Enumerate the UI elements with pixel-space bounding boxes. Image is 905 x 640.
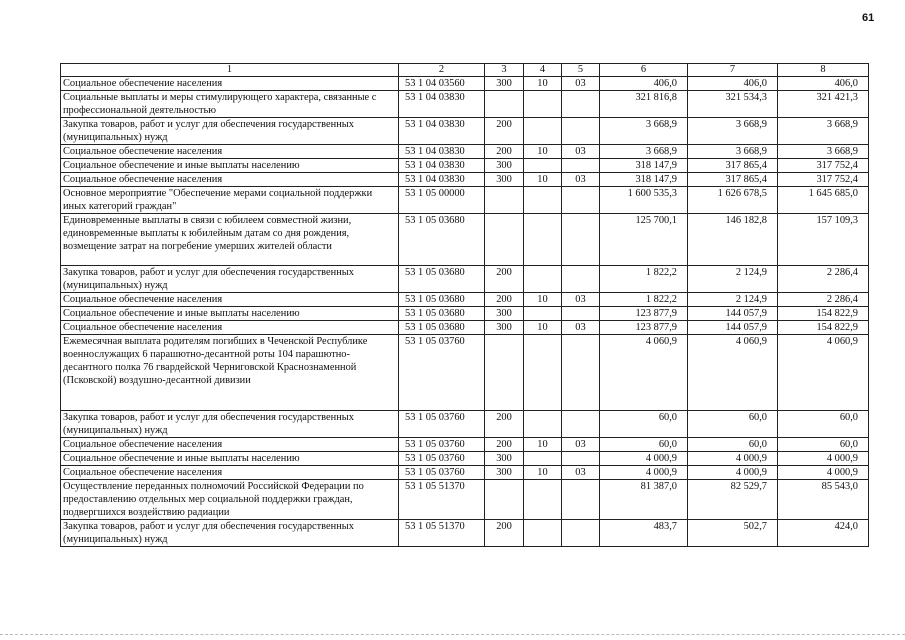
row-name: Социальное обеспечение населения [61, 466, 399, 480]
row-value-1: 483,7 [600, 520, 688, 547]
row-code: 53 1 04 03830 [399, 145, 485, 159]
row-rz [524, 452, 562, 466]
row-value-3: 2 286,4 [778, 293, 869, 307]
row-code: 53 1 05 03760 [399, 452, 485, 466]
row-vr: 300 [485, 307, 524, 321]
row-rz [524, 335, 562, 411]
row-value-3: 424,0 [778, 520, 869, 547]
row-code: 53 1 05 00000 [399, 187, 485, 214]
row-code: 53 1 05 51370 [399, 480, 485, 520]
row-pr: 03 [562, 438, 600, 452]
table-row [61, 480, 869, 520]
row-pr [562, 266, 600, 293]
row-value-1: 406,0 [600, 77, 688, 91]
row-value-2: 3 668,9 [688, 118, 778, 145]
row-value-1: 321 816,8 [600, 91, 688, 118]
row-pr [562, 159, 600, 173]
row-name: Социальное обеспечение и иные выплаты населению [61, 452, 399, 466]
row-value-1: 318 147,9 [600, 159, 688, 173]
row-value-1: 123 877,9 [600, 307, 688, 321]
row-value-3: 3 668,9 [778, 145, 869, 159]
row-vr: 300 [485, 466, 524, 480]
row-name: Социальное обеспечение населения [61, 438, 399, 452]
header-cell: 2 [399, 64, 485, 77]
row-value-2: 60,0 [688, 438, 778, 452]
table-row [61, 159, 869, 173]
row-pr [562, 480, 600, 520]
row-code: 53 1 05 03760 [399, 466, 485, 480]
row-value-2: 4 000,9 [688, 466, 778, 480]
row-pr: 03 [562, 173, 600, 187]
row-vr: 200 [485, 520, 524, 547]
row-code: 53 1 04 03830 [399, 118, 485, 145]
table-row [61, 173, 869, 187]
row-vr [485, 480, 524, 520]
row-rz [524, 480, 562, 520]
page-edge-line [0, 634, 905, 636]
row-pr [562, 118, 600, 145]
row-vr: 300 [485, 159, 524, 173]
row-value-1: 3 668,9 [600, 145, 688, 159]
row-value-2: 60,0 [688, 411, 778, 438]
row-rz: 10 [524, 145, 562, 159]
row-value-1: 1 600 535,3 [600, 187, 688, 214]
row-value-3: 317 752,4 [778, 159, 869, 173]
table-row [61, 145, 869, 159]
row-vr: 200 [485, 438, 524, 452]
row-value-2: 406,0 [688, 77, 778, 91]
row-pr: 03 [562, 145, 600, 159]
table-row [61, 91, 869, 118]
row-name: Закупка товаров, работ и услуг для обеспечения государственных (муниципальных) нужд [61, 411, 399, 438]
header-cell: 5 [562, 64, 600, 77]
row-code: 53 1 05 03760 [399, 438, 485, 452]
table-row [61, 77, 869, 91]
table-row [61, 452, 869, 466]
row-value-1: 60,0 [600, 438, 688, 452]
row-name: Социальное обеспечение населения [61, 77, 399, 91]
row-code: 53 1 04 03830 [399, 159, 485, 173]
row-vr [485, 187, 524, 214]
table-row [61, 307, 869, 321]
row-value-2: 144 057,9 [688, 307, 778, 321]
row-value-1: 4 000,9 [600, 466, 688, 480]
row-value-2: 321 534,3 [688, 91, 778, 118]
row-value-3: 3 668,9 [778, 118, 869, 145]
row-code: 53 1 05 03680 [399, 293, 485, 307]
row-pr [562, 520, 600, 547]
row-code: 53 1 05 03680 [399, 266, 485, 293]
row-code: 53 1 05 03760 [399, 411, 485, 438]
row-value-3: 4 000,9 [778, 452, 869, 466]
row-value-3: 406,0 [778, 77, 869, 91]
row-vr [485, 214, 524, 266]
row-name: Социальное обеспечение и иные выплаты населению [61, 159, 399, 173]
row-value-3: 4 060,9 [778, 335, 869, 411]
row-value-3: 317 752,4 [778, 173, 869, 187]
row-value-1: 4 000,9 [600, 452, 688, 466]
row-name: Осуществление переданных полномочий Российской Федерации по предоставлению отдельных мер социальной поддержки граждан, подвергшихся воздействию радиации [61, 480, 399, 520]
row-vr: 300 [485, 321, 524, 335]
row-rz: 10 [524, 293, 562, 307]
row-name: Социальное обеспечение населения [61, 293, 399, 307]
header-cell: 7 [688, 64, 778, 77]
row-rz: 10 [524, 321, 562, 335]
row-vr: 300 [485, 173, 524, 187]
row-name: Социальное обеспечение и иные выплаты населению [61, 307, 399, 321]
row-pr [562, 452, 600, 466]
row-rz: 10 [524, 466, 562, 480]
row-value-3: 154 822,9 [778, 307, 869, 321]
row-value-3: 321 421,3 [778, 91, 869, 118]
row-rz: 10 [524, 77, 562, 91]
row-value-2: 317 865,4 [688, 159, 778, 173]
row-value-3: 60,0 [778, 438, 869, 452]
header-row [61, 64, 869, 77]
row-value-1: 318 147,9 [600, 173, 688, 187]
row-vr: 200 [485, 266, 524, 293]
row-rz: 10 [524, 438, 562, 452]
header-cell: 6 [600, 64, 688, 77]
row-vr [485, 335, 524, 411]
table-row [61, 335, 869, 411]
row-value-1: 60,0 [600, 411, 688, 438]
row-value-2: 1 626 678,5 [688, 187, 778, 214]
row-value-3: 154 822,9 [778, 321, 869, 335]
row-vr: 200 [485, 118, 524, 145]
header-cell: 1 [61, 64, 399, 77]
row-value-2: 3 668,9 [688, 145, 778, 159]
row-code: 53 1 05 03760 [399, 335, 485, 411]
table-row [61, 520, 869, 547]
row-vr: 200 [485, 411, 524, 438]
row-rz [524, 118, 562, 145]
row-value-2: 2 124,9 [688, 266, 778, 293]
row-value-3: 60,0 [778, 411, 869, 438]
table-row [61, 293, 869, 307]
row-code: 53 1 05 51370 [399, 520, 485, 547]
row-code: 53 1 04 03560 [399, 77, 485, 91]
row-rz [524, 411, 562, 438]
row-name: Социальное обеспечение населения [61, 145, 399, 159]
row-pr: 03 [562, 321, 600, 335]
row-value-3: 157 109,3 [778, 214, 869, 266]
row-vr: 300 [485, 77, 524, 91]
row-pr: 03 [562, 293, 600, 307]
header-cell: 3 [485, 64, 524, 77]
row-rz [524, 307, 562, 321]
row-value-1: 81 387,0 [600, 480, 688, 520]
row-pr [562, 214, 600, 266]
row-value-1: 1 822,2 [600, 266, 688, 293]
row-value-1: 125 700,1 [600, 214, 688, 266]
table-row [61, 411, 869, 438]
row-value-2: 4 060,9 [688, 335, 778, 411]
row-pr [562, 335, 600, 411]
row-value-2: 502,7 [688, 520, 778, 547]
row-pr [562, 307, 600, 321]
row-name: Закупка товаров, работ и услуг для обеспечения государственных (муниципальных) нужд [61, 118, 399, 145]
row-code: 53 1 05 03680 [399, 307, 485, 321]
table-row [61, 214, 869, 266]
row-pr: 03 [562, 77, 600, 91]
row-value-1: 123 877,9 [600, 321, 688, 335]
row-pr [562, 187, 600, 214]
row-rz [524, 159, 562, 173]
table-row [61, 321, 869, 335]
row-value-2: 82 529,7 [688, 480, 778, 520]
row-rz [524, 266, 562, 293]
header-cell: 8 [778, 64, 869, 77]
row-rz [524, 91, 562, 118]
row-name: Ежемесячная выплата родителям погибших в Чеченской Республике военнослужащих 6 парашютно-десантной роты 104 парашютно-десантного полка 76 гвардейской Черниговской Краснознаменной (Псковской) воздушно-десантной дивизии [61, 335, 399, 411]
page-number: 61 [862, 12, 875, 24]
row-value-1: 4 060,9 [600, 335, 688, 411]
row-value-1: 3 668,9 [600, 118, 688, 145]
row-pr [562, 91, 600, 118]
row-value-3: 2 286,4 [778, 266, 869, 293]
row-rz [524, 187, 562, 214]
row-vr: 200 [485, 293, 524, 307]
row-pr: 03 [562, 466, 600, 480]
row-vr: 300 [485, 452, 524, 466]
table-row [61, 466, 869, 480]
row-value-3: 85 543,0 [778, 480, 869, 520]
row-code: 53 1 05 03680 [399, 214, 485, 266]
row-value-2: 144 057,9 [688, 321, 778, 335]
row-pr [562, 411, 600, 438]
row-value-3: 1 645 685,0 [778, 187, 869, 214]
table-row [61, 118, 869, 145]
row-value-2: 4 000,9 [688, 452, 778, 466]
row-value-2: 317 865,4 [688, 173, 778, 187]
row-rz [524, 520, 562, 547]
row-value-2: 146 182,8 [688, 214, 778, 266]
row-rz [524, 214, 562, 266]
row-value-3: 4 000,9 [778, 466, 869, 480]
row-name: Социальное обеспечение населения [61, 321, 399, 335]
row-value-2: 2 124,9 [688, 293, 778, 307]
row-vr: 200 [485, 145, 524, 159]
table-row [61, 438, 869, 452]
table-row [61, 266, 869, 293]
row-vr [485, 91, 524, 118]
row-name: Закупка товаров, работ и услуг для обеспечения государственных (муниципальных) нужд [61, 520, 399, 547]
row-name: Закупка товаров, работ и услуг для обеспечения государственных (муниципальных) нужд [61, 266, 399, 293]
table-row [61, 187, 869, 214]
row-code: 53 1 04 03830 [399, 173, 485, 187]
row-code: 53 1 05 03680 [399, 321, 485, 335]
row-code: 53 1 04 03830 [399, 91, 485, 118]
row-rz: 10 [524, 173, 562, 187]
row-name: Единовременные выплаты в связи с юбилеем совместной жизни, единовременные выплаты к юбилейным датам со дня рождения, возмещение затрат на погребение умерших жителей области [61, 214, 399, 266]
budget-table [60, 63, 869, 547]
row-name: Социальные выплаты и меры стимулирующего характера, связанные с профессиональной деятельностью [61, 91, 399, 118]
row-name: Основное мероприятие "Обеспечение мерами социальной поддержки иных категорий граждан" [61, 187, 399, 214]
header-cell: 4 [524, 64, 562, 77]
row-value-1: 1 822,2 [600, 293, 688, 307]
row-name: Социальное обеспечение населения [61, 173, 399, 187]
